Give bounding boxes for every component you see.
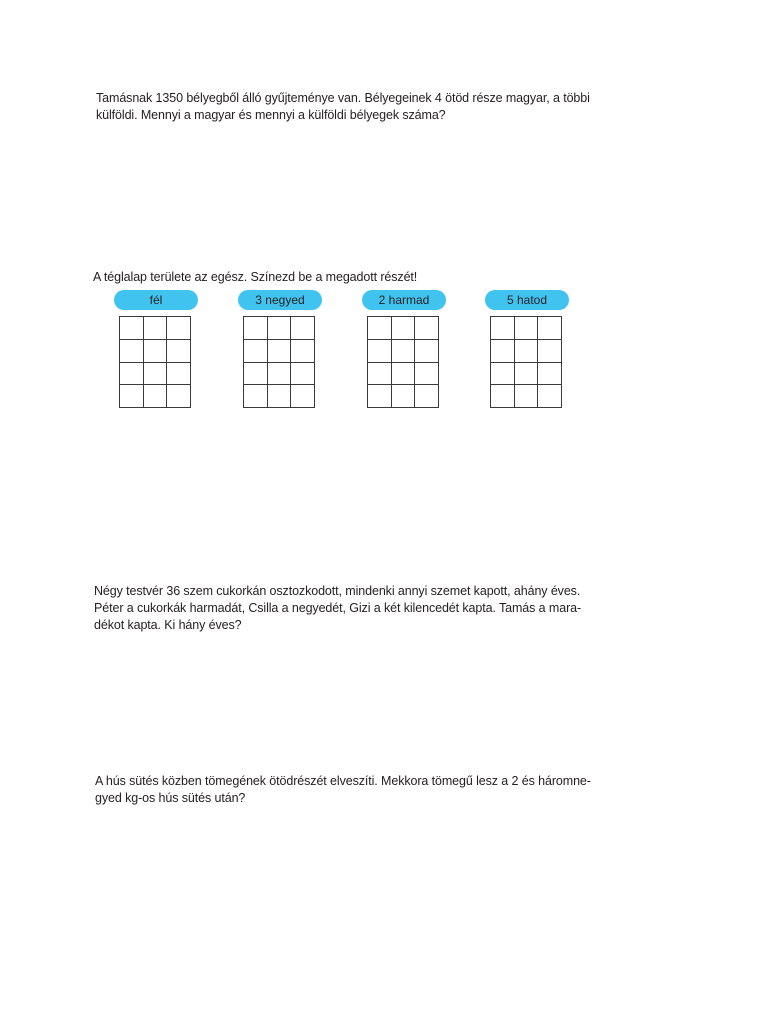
grid-cell[interactable] <box>167 340 191 363</box>
grid-cell[interactable] <box>515 317 539 340</box>
grid-cell[interactable] <box>167 317 191 340</box>
grid-cell[interactable] <box>120 340 144 363</box>
grid-cell[interactable] <box>268 385 292 408</box>
grid-cell[interactable] <box>120 317 144 340</box>
grid-cell[interactable] <box>538 317 562 340</box>
grid-cell[interactable] <box>415 317 439 340</box>
fraction-label-pill: 2 harmad <box>362 290 446 310</box>
problem-line: A téglalap területe az egész. Színezd be a megadott részét! <box>93 270 418 284</box>
grid-cell[interactable] <box>415 385 439 408</box>
problem-meat <box>95 773 591 807</box>
fraction-label-pill: 5 hatod <box>485 290 569 310</box>
problem-candy <box>94 583 581 634</box>
grid-cell[interactable] <box>167 385 191 408</box>
grid-cell[interactable] <box>491 340 515 363</box>
problem-line: gyed kg-os hús sütés után? <box>95 791 246 805</box>
fraction-grid[interactable] <box>367 316 439 408</box>
grid-cell[interactable] <box>491 363 515 386</box>
problem-line: dékot kapta. Ki hány éves? <box>94 618 242 632</box>
grid-cell[interactable] <box>491 385 515 408</box>
grid-cell[interactable] <box>538 385 562 408</box>
grid-cell[interactable] <box>144 317 168 340</box>
fraction-grid[interactable] <box>243 316 315 408</box>
grid-cell[interactable] <box>538 340 562 363</box>
grid-cell[interactable] <box>244 340 268 363</box>
fraction-label-pill: 3 negyed <box>238 290 322 310</box>
grid-cell[interactable] <box>268 317 292 340</box>
grid-cell[interactable] <box>120 385 144 408</box>
grid-cell[interactable] <box>144 340 168 363</box>
grid-cell[interactable] <box>268 340 292 363</box>
problem-line: Péter a cukorkák harmadát, Csilla a negyedét, Gizi a két kilencedét kapta. Tamás a mara- <box>94 601 582 615</box>
grid-cell[interactable] <box>491 317 515 340</box>
grid-cell[interactable] <box>415 340 439 363</box>
problem-rectangle-instructions <box>93 269 417 286</box>
grid-cell[interactable] <box>268 363 292 386</box>
grid-cell[interactable] <box>167 363 191 386</box>
grid-cell[interactable] <box>368 317 392 340</box>
grid-cell[interactable] <box>515 385 539 408</box>
grid-cell[interactable] <box>392 340 416 363</box>
problem-line: külföldi. Mennyi a magyar és mennyi a külföldi bélyegek száma? <box>96 108 446 122</box>
grid-cell[interactable] <box>244 385 268 408</box>
grid-cell[interactable] <box>515 340 539 363</box>
grid-cell[interactable] <box>392 317 416 340</box>
problem-line: Tamásnak 1350 bélyegből álló gyűjteménye van. Bélyegeinek 4 ötöd része magyar, a többi <box>96 91 590 105</box>
grid-cell[interactable] <box>368 363 392 386</box>
grid-cell[interactable] <box>120 363 144 386</box>
grid-cell[interactable] <box>291 385 315 408</box>
fraction-grid[interactable] <box>490 316 562 408</box>
problem-line: A hús sütés közben tömegének ötödrészét elveszíti. Mekkora tömegű lesz a 2 és háromne- <box>95 774 591 788</box>
problem-stamps <box>96 90 590 124</box>
grid-cell[interactable] <box>538 363 562 386</box>
fraction-label-pill: fél <box>114 290 198 310</box>
grid-cell[interactable] <box>244 317 268 340</box>
grid-cell[interactable] <box>144 385 168 408</box>
grid-cell[interactable] <box>515 363 539 386</box>
grid-cell[interactable] <box>144 363 168 386</box>
grid-cell[interactable] <box>291 340 315 363</box>
grid-cell[interactable] <box>392 385 416 408</box>
grid-cell[interactable] <box>368 340 392 363</box>
grid-cell[interactable] <box>415 363 439 386</box>
grid-cell[interactable] <box>244 363 268 386</box>
grid-cell[interactable] <box>291 317 315 340</box>
grid-cell[interactable] <box>368 385 392 408</box>
grid-cell[interactable] <box>291 363 315 386</box>
fraction-grid[interactable] <box>119 316 191 408</box>
grid-cell[interactable] <box>392 363 416 386</box>
problem-line: Négy testvér 36 szem cukorkán osztozkodott, mindenki annyi szemet kapott, ahány éves. <box>94 584 581 598</box>
